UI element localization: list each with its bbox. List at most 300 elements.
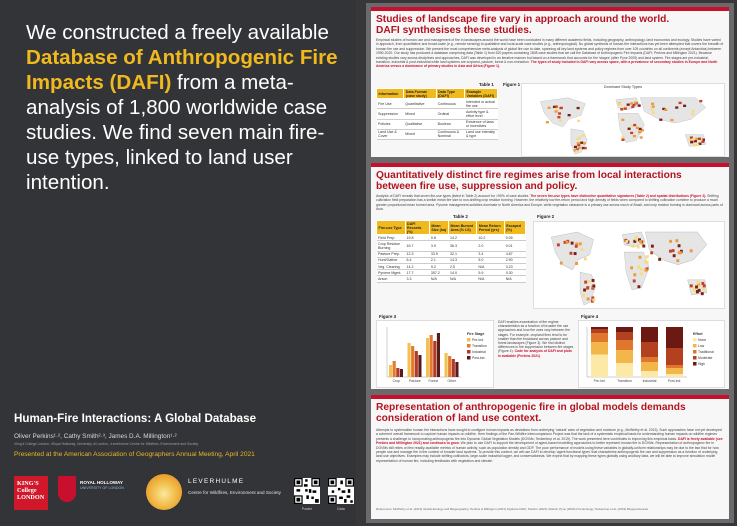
map-cell	[570, 252, 573, 255]
poster-title: Human-Fire Interactions: A Global Database	[14, 412, 257, 425]
fig4-bar	[591, 342, 608, 355]
left-panel	[0, 0, 356, 526]
map-cell	[664, 109, 667, 111]
fig4-legend-label: Moderate	[698, 356, 713, 360]
map-cell	[696, 290, 699, 293]
panel3-heading-line2: consideration of land use context.	[376, 413, 542, 424]
table1-cell: Land Use & Cover	[377, 129, 404, 139]
table2-header-row	[377, 221, 526, 235]
table2-cell: 14.0	[449, 270, 477, 276]
table2-cell: 3.9	[429, 241, 448, 251]
table2-cell: 6.4	[405, 257, 429, 263]
map-cell	[631, 245, 634, 248]
map-cell	[583, 142, 586, 144]
table2-row	[377, 241, 526, 251]
fig4-legend-title: Effort	[693, 332, 703, 336]
map-cell	[634, 101, 637, 103]
table2-cell: N/A	[477, 263, 504, 269]
figure3-svg	[377, 321, 495, 389]
map-cell	[639, 256, 642, 259]
map-cell	[633, 135, 636, 137]
fig3-bar	[393, 361, 396, 377]
map-cell	[557, 116, 560, 118]
map-cell	[587, 297, 590, 300]
fig4-bar	[616, 363, 633, 377]
table2-cell: 0.8	[429, 235, 448, 241]
table2-label: Table 2	[453, 214, 468, 219]
fig3-bar	[448, 356, 451, 377]
table2-cell: Pasture Prep.	[377, 251, 406, 257]
map-cell	[651, 103, 654, 105]
fig3-legend-label: Post-ind.	[472, 356, 486, 360]
table2-cell: 32.1	[449, 251, 477, 257]
references: References: McWethy et al. (2013) Global Ecology and Biogeography; Perkins & Millington (2021) Figshare DAFI; Perkins (2021) GitHub; Pyne (2009) Fire Ecology; Teckentrup et al. (2019) Biogeosciences.	[376, 507, 649, 511]
fig3-legend-swatch	[467, 356, 471, 360]
map-cell	[693, 144, 696, 146]
fig4-bar	[591, 355, 608, 378]
map-cell	[565, 241, 568, 244]
affiliations: ¹King's College London, ²Royal Holloway, University of London, ³Leverhulme Centre for Wildfires, Environment and Society	[14, 442, 199, 446]
map-cell	[633, 273, 636, 276]
fig4-x-tick: Pre-ind.	[593, 379, 606, 383]
map-cell	[675, 106, 678, 108]
continent-shape	[645, 232, 706, 265]
table2-cell: N/A	[449, 276, 477, 282]
map-cell	[642, 245, 645, 248]
map-cell	[692, 138, 695, 140]
table1-header: Data Format (case study)	[404, 89, 436, 99]
map-cell	[679, 102, 682, 104]
table1-cell: Quantitative	[404, 99, 436, 109]
fig3-bar	[445, 353, 448, 377]
map-cell	[695, 138, 698, 140]
table2	[376, 220, 526, 283]
map-cell	[679, 251, 682, 254]
map-cell	[669, 250, 672, 253]
map-cell	[690, 284, 693, 287]
map-cell	[699, 100, 702, 102]
leverhulme-centre: Centre for Wildfires, Environment and Society	[188, 490, 281, 495]
map-cell	[592, 284, 595, 287]
fig4-x-tick: Industrial	[642, 379, 657, 383]
fig3-bar	[418, 355, 421, 377]
panel2-text: Analysis of DAFI reveals that seven fire-use types (listed in Table 2) account for >90% of case studies.	[376, 194, 530, 198]
headline-text-2: from a meta-analysis of 1,800 worldwide case studies. We find seven main fire-use types, linked to land user intention.	[26, 71, 328, 194]
table2-header: Escaped (%)	[504, 221, 525, 235]
map-cell	[630, 132, 633, 134]
fig4-bar	[616, 327, 633, 332]
table2-cell: N/A	[477, 276, 504, 282]
fig4-bar	[616, 340, 633, 350]
figure1-label: Figure 1	[503, 82, 521, 87]
map-cell	[633, 279, 636, 282]
map-cell	[580, 142, 583, 144]
map-cell	[637, 265, 640, 268]
fig3-x-tick: Forest	[428, 379, 439, 383]
map-cell	[630, 102, 633, 104]
map-cell	[633, 124, 636, 126]
panel3-heading	[376, 402, 686, 424]
qr-data-svg	[328, 478, 354, 504]
table2-cell: 2.5	[449, 263, 477, 269]
fig4-legend-swatch	[693, 356, 697, 360]
figure3-caption-red: Code for analysis of DAFI and plots is available (Perkins 2021)	[498, 349, 572, 358]
table2-cell: 5.0	[477, 257, 504, 263]
map-cell	[650, 251, 653, 254]
map-cell	[701, 141, 704, 143]
fig3-bar	[437, 333, 440, 377]
figure3-label: Figure 3	[379, 314, 397, 319]
panel1-text-red: The types of study included in DAFI vary across space, with a prevalence of secondary studies in Europe and North America versus a dominance of primary studies in Asia and Africa (Figure 1).	[376, 60, 718, 69]
table1-row	[377, 119, 498, 129]
fig4-legend-label: Traditional	[698, 350, 714, 354]
map-cell	[571, 242, 574, 245]
map-cell	[574, 146, 577, 148]
fig3-x-tick: Other	[447, 379, 456, 383]
table2-cell: 14.2	[405, 263, 429, 269]
fig4-x-tick: Post-ind.	[667, 379, 682, 383]
fig4-x-tick: Transition	[617, 379, 632, 383]
table1-cell: Continuous	[436, 99, 464, 109]
fig3-bar	[430, 335, 433, 377]
leverhulme-sun-icon	[146, 474, 182, 510]
table1-cell: Mixed	[404, 129, 436, 139]
map-cell	[701, 292, 704, 295]
panel3-text-red: DAFI is freely available (see Perkins and Millington 2021) and continues to grow.	[376, 436, 723, 446]
table2-cell: 16.7	[405, 241, 429, 251]
map-cell	[703, 284, 706, 287]
map-cell	[692, 286, 695, 289]
fig4-bar	[641, 357, 658, 362]
map-cell	[592, 279, 595, 282]
map-cell	[555, 105, 558, 107]
panel-study-approaches	[371, 7, 729, 157]
map-cell	[640, 272, 643, 275]
fig3-legend-swatch	[467, 350, 471, 354]
fig3-bar	[426, 338, 429, 377]
map-cell	[691, 113, 694, 115]
map-cell	[698, 138, 701, 140]
table2-cell: Arson	[377, 276, 406, 282]
table1-cell: Boolean	[436, 119, 464, 129]
leverhulme-logo	[146, 474, 296, 514]
panel2-heading-line2: between fire use, suppression and policy.	[376, 181, 578, 192]
fig3-bar	[452, 359, 455, 377]
authors: Oliver Perkins¹·², Cathy Smith²·³, James D.A. Millington¹·²	[14, 433, 177, 440]
poster	[366, 3, 734, 523]
map-cell	[690, 249, 693, 252]
figure3-caption	[498, 320, 574, 358]
fig4-bar	[591, 329, 608, 333]
map-cell	[639, 240, 642, 243]
panel3-text-2: We plan to use DAFI to support the development of agent-based modelling approaches to better represent human fire in DGVMs. Representation of anthropogenic fire in DGVMs still relies on few readily-available metrics of human activity, such as population density and GDP. The poor performance of models using these variables in globally-uniform relationships may be due to the fact that for how people use and manage fire in the context of broader land systems. To provide this context, we will use DAFI to develop 'agent functional types' that characterise anthropogenic fire use and suppression as a function of underlying land use objectives. Examples may include shifting cultivators, large-scale industrial logger, and conservationists. We expect that by mapping these types globally using ancillary data, we will be able to improve simulation model representation of human fire, including feedbacks with vegetation and climate.	[376, 441, 719, 463]
map-cell	[576, 150, 579, 152]
fig3-bar	[411, 346, 414, 377]
fig3-legend-label: Transition	[472, 344, 487, 348]
table1-body	[377, 99, 498, 140]
fig3-legend-label: Industrial	[472, 350, 486, 354]
map-cell	[627, 104, 630, 106]
map-cell	[672, 249, 675, 252]
table2-cell: 2.0	[477, 241, 504, 251]
map-cell	[646, 255, 649, 258]
map-cell	[635, 238, 638, 241]
map-cell	[584, 281, 587, 284]
fig3-bar	[400, 369, 403, 377]
fig4-bar	[666, 365, 683, 368]
map-cell	[695, 285, 698, 288]
panel1-heading	[376, 14, 669, 36]
table2-body	[377, 235, 526, 282]
table1-cell: Continuous & Nominal	[436, 129, 464, 139]
figure3-chart	[376, 320, 494, 388]
table2-cell: 14.2	[449, 235, 477, 241]
map-cell	[637, 246, 640, 249]
fig4-bar	[666, 327, 683, 348]
fig4-legend-label: High	[698, 362, 705, 366]
table2-cell: 33.9	[429, 251, 448, 257]
map-cell	[652, 112, 655, 114]
map-cell	[670, 119, 673, 121]
figure4-chart	[578, 320, 725, 388]
fig4-bar	[616, 350, 633, 363]
table1-cell: Ordinal	[436, 109, 464, 119]
fig4-legend-swatch	[693, 344, 697, 348]
map-cell	[619, 103, 622, 105]
table2-cell: Field Prep.	[377, 235, 406, 241]
fig3-bar	[389, 365, 392, 377]
table2-cell: Veg. Clearing	[377, 263, 406, 269]
table2-cell: Crop Residue Burning	[377, 241, 406, 251]
map-cell	[621, 139, 624, 141]
panel1-heading-line2: DAFI synthesises these studies.	[376, 25, 532, 36]
table2-header: DAFI Records (%)	[405, 221, 429, 235]
fig3-bar	[415, 351, 418, 377]
world-map-figure1	[522, 90, 726, 158]
table2-cell: 2.1	[429, 257, 448, 263]
map-cell	[559, 119, 562, 121]
fig3-legend-swatch	[467, 338, 471, 342]
table2-row	[377, 276, 526, 282]
map-cell	[625, 240, 628, 243]
map-cell	[592, 298, 595, 301]
map-cell	[575, 245, 578, 248]
map-cell	[584, 257, 587, 260]
map-cell	[696, 144, 699, 146]
table2-cell: 5.9	[477, 270, 504, 276]
map-cell	[577, 142, 580, 144]
kcl-logo-text: KING'S College LONDON	[17, 480, 45, 501]
fig4-bar	[666, 348, 683, 365]
fig4-bar	[616, 332, 633, 340]
map-cell	[702, 287, 705, 290]
table2-cell: 36.3	[449, 241, 477, 251]
map-cell	[652, 105, 655, 107]
table2-cell: 9.2	[429, 263, 448, 269]
table1-cell: Suppression	[377, 109, 404, 119]
figure2-label: Figure 2	[537, 214, 555, 219]
panel1-text: Empirical studies of human use and management of fire in landscapes around the world have been conducted in many different academic fields, including geography, anthropology, land economics and ecology. Studies have varied in approach, from quantitative and broad-scale (e.g., remote sensing) to qualitative and local-scale case studies (e.g., anthropological). No global synthesis of human-fire interactions has yet been attempted that covers the breadth of human fire use and suppression. We present the most comprehensive meta-analysis of global fire use to date, spanning all key land systems and policy regimes from over 105 countries on all continents (except Antarctica) between 1990-2020. Our study has produced a database comprising data (Table 1) from 520 papers containing 1808 case studies that we call the Database of Anthropogenic Fire Impacts (DAFI; Perkins and Millington 2021). Because existing studies vary across disciplines and approaches, DAFI was developed in an iterative manner but based on a framework that accounts for fire 'stages' (after Pyne 2009) and land system. Fire stages are pre-industrial, transition, industrial & post-industrial while land systems are cropland, pasture, forest & non-extraction.	[376, 38, 724, 65]
map-cell	[620, 108, 623, 110]
map-cell	[576, 138, 579, 140]
map-cell	[568, 114, 571, 116]
map-cell	[577, 107, 580, 109]
fig3-legend-swatch	[467, 344, 471, 348]
map-cell	[644, 260, 647, 263]
map-cell	[580, 248, 583, 251]
map-cell	[645, 269, 648, 272]
map-cell	[581, 134, 584, 136]
fig4-legend-swatch	[693, 362, 697, 366]
rhul-crest-icon	[58, 476, 76, 502]
map-cell	[678, 244, 681, 247]
table2-header: Mean Size (ha)	[429, 221, 448, 235]
table2-cell: 4.87	[504, 251, 525, 257]
panel2-body	[376, 194, 724, 212]
map-cell	[692, 110, 695, 112]
map-cell	[683, 105, 686, 107]
table2-cell: 17.7	[405, 270, 429, 276]
fig4-bar	[641, 342, 658, 357]
table2-cell: 3.3	[405, 276, 429, 282]
table2-cell: 0.01	[504, 241, 525, 251]
table2-cell: 357.2	[429, 270, 448, 276]
fig4-bar	[666, 374, 683, 377]
figure4-svg	[579, 321, 726, 389]
qr-poster-label: Poster	[301, 507, 313, 511]
map-cell	[578, 147, 581, 149]
table2-cell: 0.05	[504, 235, 525, 241]
table1-header: Data Type (DAFI)	[436, 89, 464, 99]
qr-poster-svg	[294, 478, 320, 504]
fig3-bar	[455, 362, 458, 377]
map-cell	[630, 266, 633, 269]
qr-code-poster-icon[interactable]	[294, 478, 320, 504]
qr-code-data-icon[interactable]	[328, 478, 354, 504]
panel1-heading-line1: Studies of landscape fire vary in approach around the world.	[376, 14, 670, 25]
rhul-name: ROYAL HOLLOWAY	[80, 480, 123, 485]
panel1-body	[376, 38, 724, 69]
table1-row	[377, 99, 498, 109]
table1-label: Table 1	[479, 82, 494, 87]
map-cell	[676, 259, 679, 262]
table2-cell: 2.90	[504, 257, 525, 263]
map-cell	[694, 140, 697, 142]
map-cell	[675, 239, 678, 242]
fig4-legend-swatch	[693, 350, 697, 354]
table2-cell: 10.2	[477, 235, 504, 241]
figure1-map	[521, 83, 725, 157]
table2-cell: 14.3	[449, 257, 477, 263]
map-cell	[548, 107, 551, 109]
map-cell	[637, 285, 640, 288]
map-cell	[673, 254, 676, 257]
map-cell	[624, 107, 627, 109]
map-cell	[560, 262, 563, 265]
fig4-bar	[591, 333, 608, 342]
fig3-x-tick: Crop	[392, 379, 400, 383]
map-cell	[577, 120, 580, 122]
figure2-map	[533, 221, 725, 309]
map-cell	[628, 128, 631, 130]
table1-header: Example Variables (DAFI)	[465, 89, 498, 99]
fig3-bar	[408, 343, 411, 377]
table2-cell: N/A	[429, 276, 448, 282]
panel2-heading-line1: Quantitatively distinct fire regimes arise from local interactions	[376, 170, 682, 181]
table1-cell: Land use intensity & type	[465, 129, 498, 139]
table1-header: Information	[377, 89, 404, 99]
map-cell	[697, 281, 700, 284]
map-cell	[621, 119, 624, 121]
rhul-logo-text	[80, 480, 124, 491]
panel-global-models	[371, 395, 729, 519]
map-cell	[651, 245, 654, 248]
table1-cell: Mixed	[404, 109, 436, 119]
map-cell	[560, 107, 563, 109]
table1-row	[377, 129, 498, 139]
figure1-map-title: Dominant Study Types	[603, 85, 643, 89]
map-cell	[586, 286, 589, 289]
table2-header: Mean Return Period (yrs)	[477, 221, 504, 235]
table1-cell: Fire Use	[377, 99, 404, 109]
world-map-figure2	[534, 222, 726, 310]
map-cell	[639, 128, 642, 130]
map-cell	[638, 104, 641, 106]
headline-text-1: We constructed a freely available	[26, 21, 329, 44]
fig4-bar	[641, 371, 658, 377]
table2-cell: Hunt/Gather	[377, 257, 406, 263]
map-cell	[583, 289, 586, 292]
map-cell	[621, 136, 624, 138]
map-cell	[546, 121, 549, 123]
map-cell	[582, 294, 585, 297]
table2-cell: 3.4	[477, 251, 504, 257]
fig4-bar	[641, 327, 658, 342]
map-cell	[638, 131, 641, 133]
rhul-logo	[58, 476, 138, 510]
table1-row	[377, 109, 498, 119]
panel3-text: Attempts to systematise human fire interactions have sought to configure human impacts as deviations from underlying 'natural' axes of vegetation and moisture (e.g., McWethy et al. 2013). Such approaches have not yet developed a coherent overall framework to capture human impacts on wildfire. Here findings of the Pan-Wildfire Intercomparison Project was that the lack of a systematic empirical basis for understanding human impacts on wildfire regimes presents a challenge to incorporating anthropogenic fire into Dynamic Global Vegetation Models (DGVMs; Teckentrup et al. 2019). The work presented here contributes to improving this empirical basis.	[376, 428, 722, 441]
table2-cell: 12.3	[405, 251, 429, 257]
map-cell	[690, 141, 693, 143]
fig4-bar	[666, 368, 683, 374]
map-cell	[587, 280, 590, 283]
fig3-bar	[433, 341, 436, 377]
panel2-text-2: Shifting cultivation field preparation has a similar mean fire size to non-shifting crop residue burning. However, the relatively low fire-return period and high density of fields when compared to shifting cultivation combine to produce a much greater proportional mean burned area. Pyrome management activities dominate in North America and Europe, while vegetation clearance is a primary use across much of Brazil, and crop residue burning is dominant across parts of Asia.	[376, 194, 723, 212]
map-cell	[574, 252, 577, 255]
leverhulme-name: LEVERHULME	[188, 478, 245, 485]
map-cell	[575, 262, 578, 265]
fig4-legend-label: Low	[698, 344, 705, 348]
table1-cell: Intended or actual fire use	[465, 99, 498, 109]
rhul-sub: UNIVERSITY OF LONDON	[80, 485, 124, 490]
table1	[376, 88, 498, 140]
map-cell	[669, 240, 672, 243]
table2-header: Fire-use Type	[377, 221, 406, 235]
panel2-text-red: The seven fire-use types have distinctive quantitative signatures (Table 2) and spatial distributions (Figure 2).	[530, 194, 707, 198]
fig4-bar	[641, 362, 658, 371]
map-cell	[579, 242, 582, 245]
table1-cell: Policies	[377, 119, 404, 129]
table2-cell: Pyrome Mgmt.	[377, 270, 406, 276]
figure3-caption-text: DAFI enables examination of fire regime characteristics as a function of broader fire use approaches and how fire uses vary between fire stages. For example, cropland fires tend to be smaller than fire broadcast across pasture and forest landscapes (Figure 3). We find distinct differences in fire suppression between fire stages (Figure 4).	[498, 320, 574, 354]
table2-header: Mean Burned Area (% LS)	[449, 221, 477, 235]
fig4-legend-label: None	[698, 338, 707, 342]
fig4-legend-swatch	[693, 338, 697, 342]
table1-cell: Qualitative	[404, 119, 436, 129]
map-cell	[651, 108, 654, 110]
panel3-heading-line1: Representation of anthropogenic fire in global models demands	[376, 402, 686, 413]
